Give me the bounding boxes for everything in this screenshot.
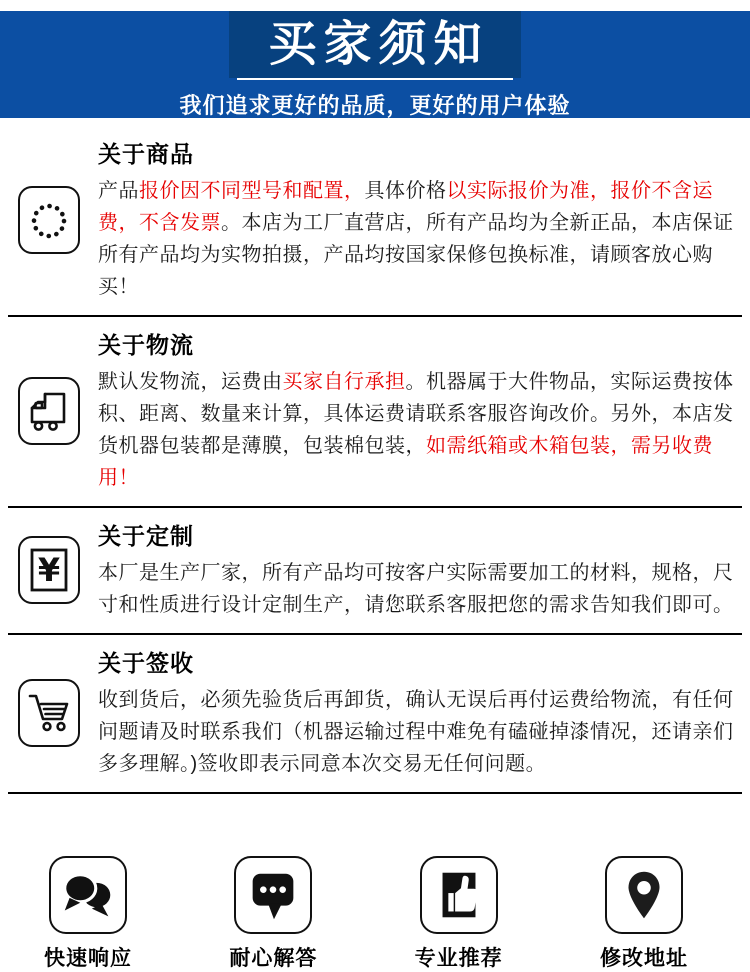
- feature-item: [415, 856, 503, 972]
- feature-label: 快速响应: [44, 947, 132, 970]
- map-pin-icon-box: [605, 856, 683, 934]
- truck-icon: [21, 381, 77, 441]
- section-heading: 关于商品: [98, 141, 194, 167]
- page-subtitle: 我们追求更好的品质，更好的用户体验: [179, 93, 571, 118]
- yuan-icon-box: [18, 536, 80, 604]
- body-segment-black: 。机器属于大件物品，实际运费按体积、距离、数量来计算，具体运费请联系客服咨询改价。另外，本店发货机器包装都是薄膜，包装棉包装，: [98, 371, 734, 457]
- thumbs-up-icon: [428, 864, 490, 926]
- section-icon-col: [0, 679, 98, 747]
- svg-text:¥: ¥: [37, 550, 61, 589]
- section-body: [98, 175, 736, 303]
- section-body: [98, 366, 736, 494]
- body-segment-red: 报价因不同型号和配置，: [139, 180, 365, 202]
- notice-section: [0, 126, 750, 315]
- title-box: [229, 11, 521, 78]
- chat-bubbles-icon: [57, 864, 119, 926]
- feature-item: [600, 856, 688, 972]
- header-banner: [0, 11, 750, 118]
- feature-label: 专业推荐: [414, 947, 503, 970]
- body-segment-black: 本厂是生产厂家，所有产品均可按客户实际需要加工的材料，规格，尺寸和性质进行设计定制生产，请您联系客服把您的需求告知我们即可。: [98, 562, 734, 616]
- section-text: [98, 518, 740, 621]
- sections: [0, 126, 750, 794]
- section-text: [98, 327, 740, 494]
- body-segment-black: 具体价格: [364, 180, 447, 202]
- body-segment-red: 如需纸箱或木箱包装，需另收费用！: [98, 435, 713, 489]
- section-heading: 关于物流: [98, 332, 194, 358]
- chat-bubbles-icon-box: [49, 856, 127, 934]
- speech-dots-icon-box: [234, 856, 312, 934]
- feature-item: [229, 856, 317, 972]
- body-segment-black: 产品: [98, 180, 139, 202]
- speech-dots-icon: [242, 864, 304, 926]
- body-segment-black: 默认发物流，运费由: [98, 371, 283, 393]
- feature-item: [44, 856, 132, 972]
- section-body: [98, 557, 736, 621]
- section-icon-col: [0, 186, 98, 254]
- notice-section: [0, 508, 750, 633]
- notice-section: [0, 635, 750, 792]
- feature-label: 修改地址: [599, 947, 688, 970]
- feature-row: [0, 856, 750, 972]
- section-icon-col: [0, 377, 98, 445]
- feature-label: 耐心解答: [229, 947, 318, 970]
- map-pin-icon: [613, 864, 675, 926]
- body-segment-black: 。本店为工厂直营店，所有产品均为全新正品，本店保证所有产品均为实物拍摄，产品均按国家保修包换标准，请顾客放心购买！: [98, 212, 734, 298]
- dotted-circle-icon: [21, 190, 77, 250]
- cart-icon-box: [18, 679, 80, 747]
- section-text: [98, 645, 740, 780]
- body-segment-red: 以实际报价为准，报价不含运费，不含发票: [98, 180, 713, 234]
- body-segment-black: 收到货后，必须先验货后再卸货，确认无误后再付运费给物流，有任何问题请及时联系我们（机器运输过程中难免有磕碰掉漆情况，还请亲们多多理解。)签收即表示同意本次交易无任何问题。: [98, 689, 734, 775]
- yuan-icon: [21, 540, 77, 600]
- notice-section: [0, 317, 750, 506]
- section-heading: 关于签收: [98, 650, 194, 676]
- thumbs-up-icon-box: [420, 856, 498, 934]
- section-heading: 关于定制: [98, 523, 194, 549]
- section-body: [98, 684, 736, 780]
- body-segment-red: 买家自行承担: [282, 371, 406, 393]
- title-underline: [237, 78, 513, 80]
- section-divider: [8, 792, 742, 794]
- dotted-circle-icon-box: [18, 186, 80, 254]
- section-icon-col: [0, 536, 98, 604]
- truck-icon-box: [18, 377, 80, 445]
- page-title: 买家须知: [268, 17, 489, 71]
- cart-icon: [21, 683, 77, 743]
- section-text: [98, 136, 740, 303]
